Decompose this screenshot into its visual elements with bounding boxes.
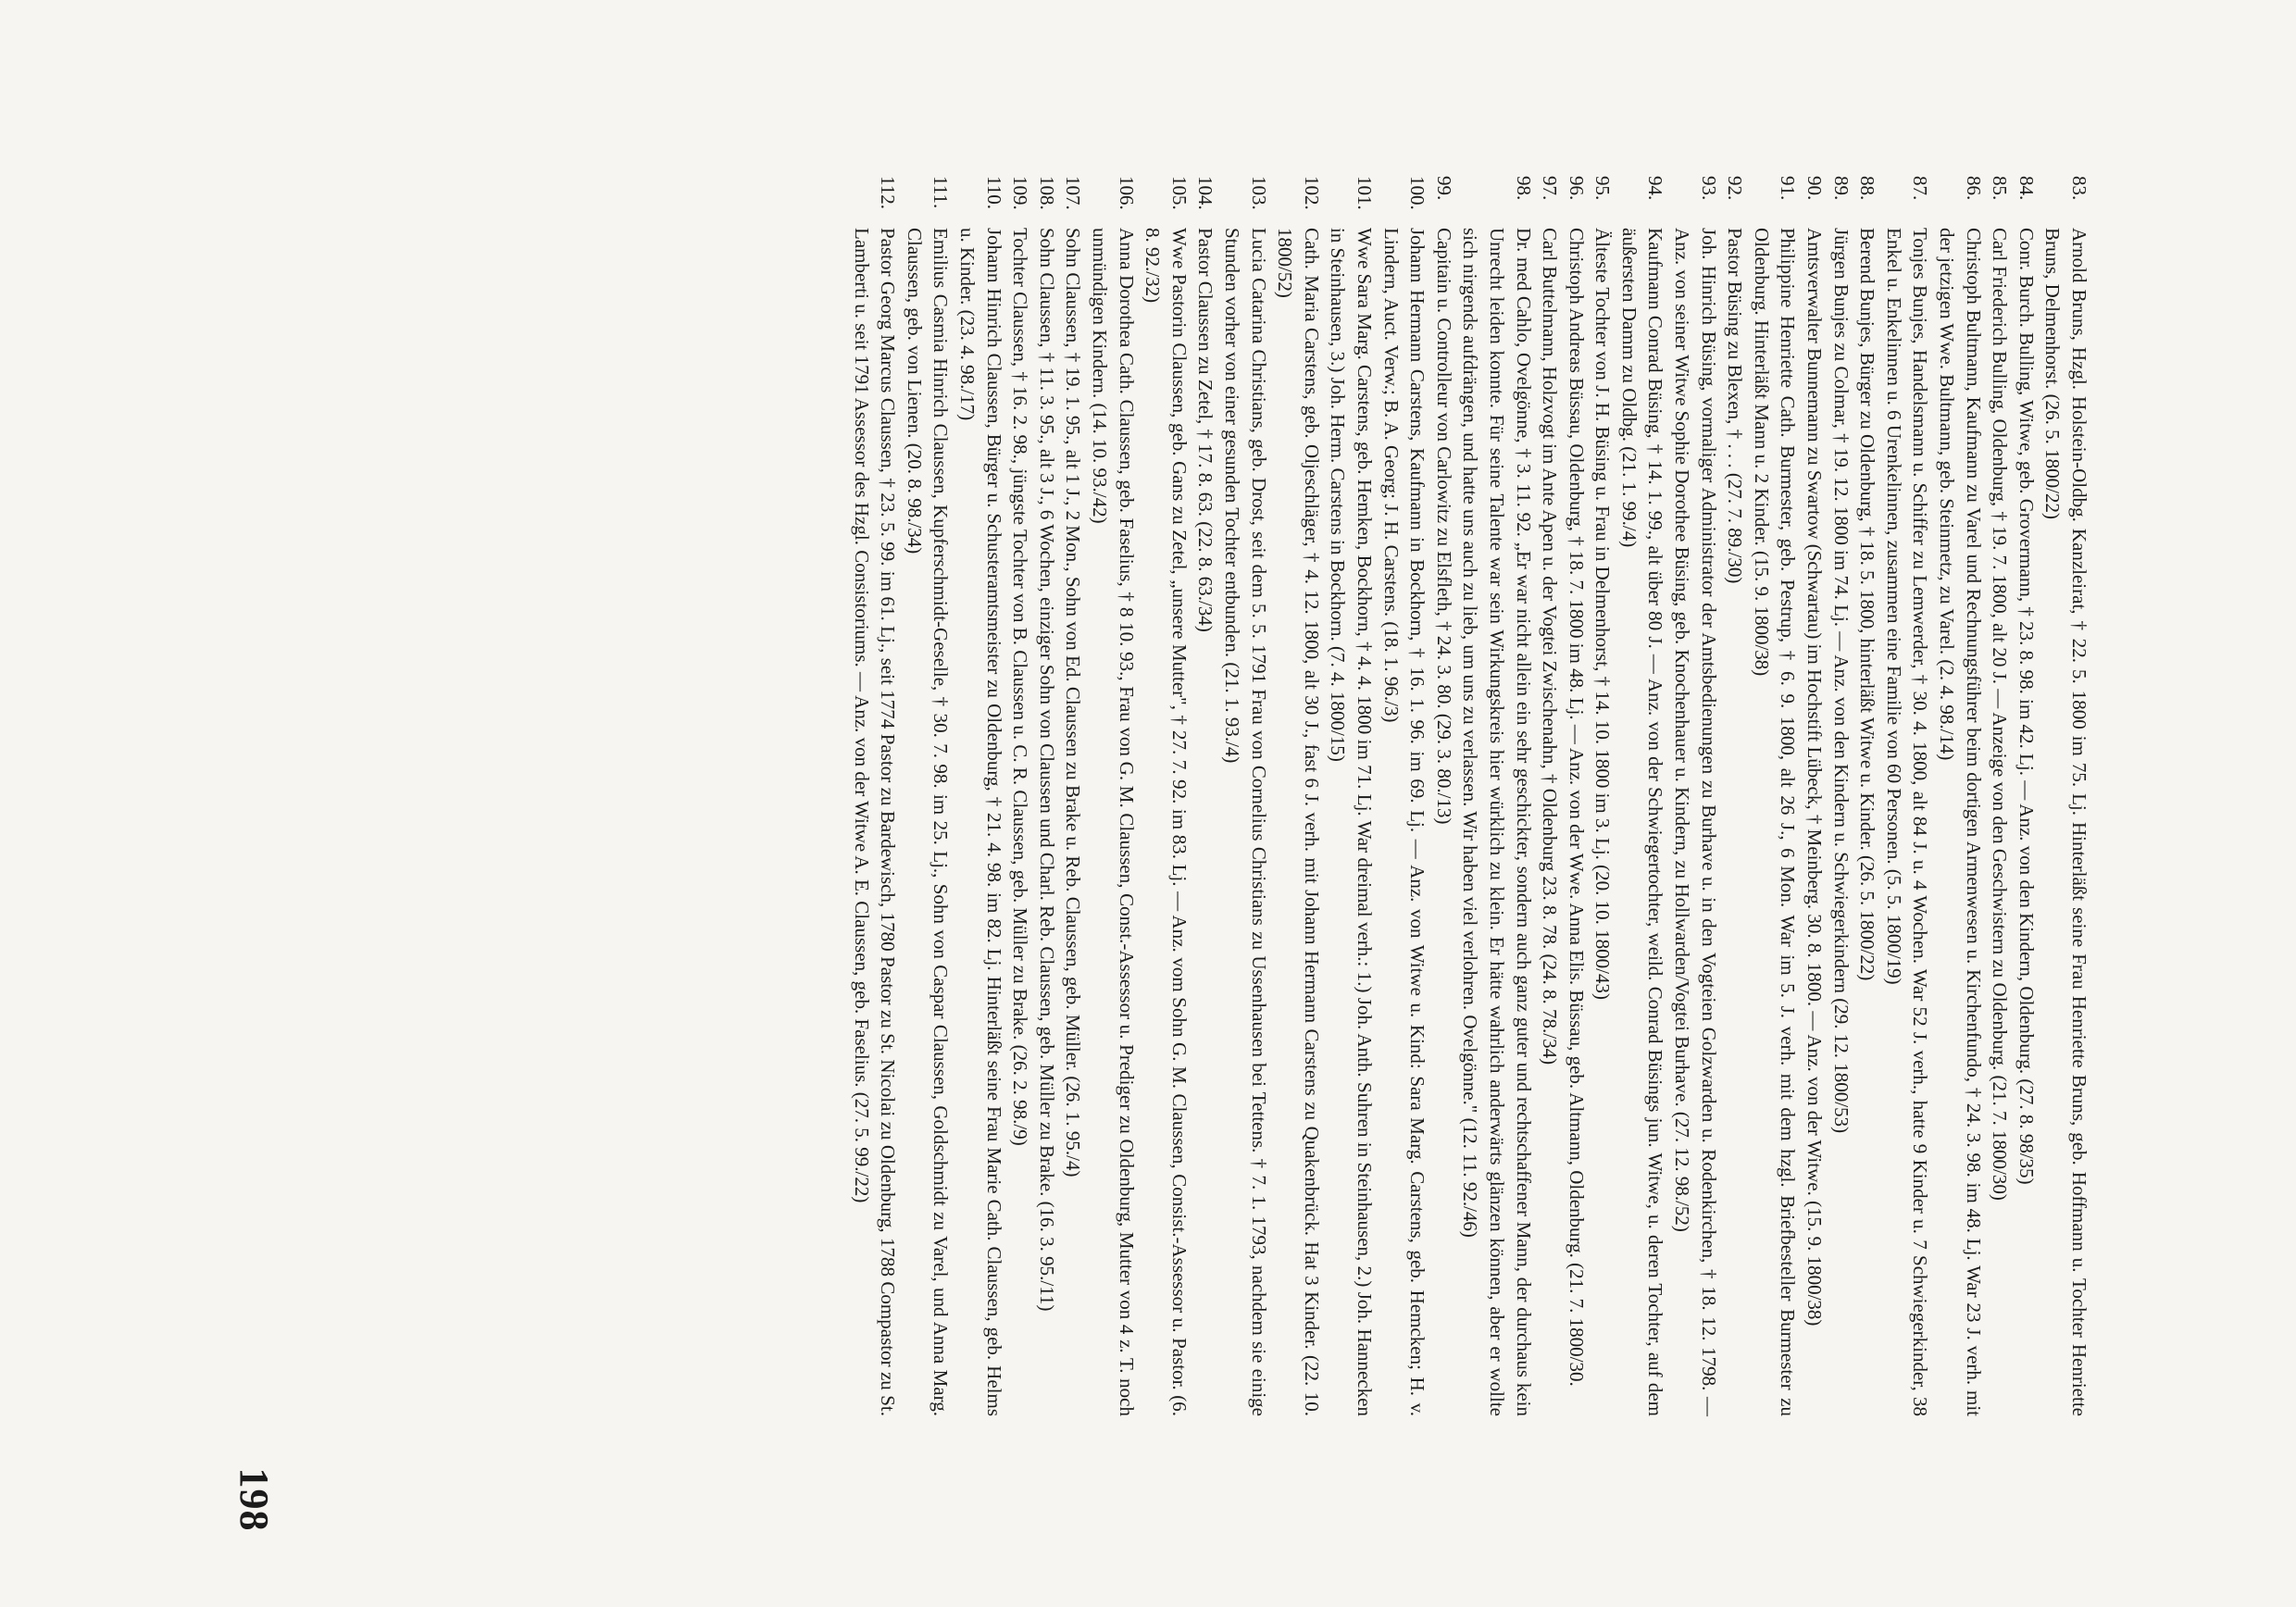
entry-text: Pastor Büsing zu Blexen, † . . . (27. 7. 89./30) xyxy=(1724,228,1747,584)
entry-number: 109. xyxy=(1009,176,1032,210)
entry-text: Älteste Tochter von J. H. Büsing u. Frau in Delmenhorst, † 14. 10. 1800 im 3. Lj. (20. 10. 1800/43) xyxy=(1591,228,1615,1000)
obituary-entry xyxy=(1722,176,1749,1416)
entry-number: 107. xyxy=(1062,176,1085,210)
obituary-entry xyxy=(1616,176,1668,1416)
entry-text: Lucia Catarina Christians, geb. Drost, seit dem 5. 5. 1791 Frau von Cornelius Christians zu Ussenhausen bei Tettens. † 7. 1. 1793, nachdem sie einige Stunden vorher von einer gesunden Tochter entbunden. (21. 1. 93./4) xyxy=(1221,228,1270,1416)
entry-number: 112. xyxy=(877,176,900,209)
entry-number: 95. xyxy=(1591,176,1615,201)
entry-number: 84. xyxy=(2015,176,2038,201)
entry-number: 106. xyxy=(1115,176,1138,210)
obituary-entry xyxy=(848,176,901,1416)
obituary-entry xyxy=(954,176,1006,1416)
entry-text: Christoph Bultmann, Kaufmann zu Varel und Rechnungsführer beim dortigen Armenwesen u. Kirchenfundo, † 24. 3. 98. im 48. Lj. War 23 J. verh. mit der jetzigen Wwe. Bultmann, geb. Steinmetz, zu Varel. (2. 4. 98./14) xyxy=(1936,228,1985,1416)
entry-number: 88. xyxy=(1856,176,1879,201)
entry-text: Christoph Andreas Büssau, Oldenburg, † 18. 7. 1800 im 48. Lj. — Anz. von der Wwe. Anna Elis. Büssau, geb. Altmann, Oldenburg. (21. 7. 1800/30. xyxy=(1565,228,1588,1387)
entry-text: Cath. Maria Carstens, geb. Oljeschläger, † 4. 12. 1800, alt 30 J., fast 6 J. verh. mit Johann Hermann Carstens zu Quakenbrück. Hat 3 Kinder. (22. 10. 1800/52) xyxy=(1274,228,1323,1416)
obituary-entry xyxy=(1669,176,1722,1416)
entry-number: 93. xyxy=(1697,176,1720,201)
entry-number: 97. xyxy=(1539,176,1562,201)
entry-text: Capitain u. Controlleur von Carlowitz zu Elsfleth, † 24. 3. 80. (29. 3. 80./13) xyxy=(1432,228,1455,825)
obituary-entry xyxy=(1854,176,1881,1416)
entry-number: 102. xyxy=(1300,176,1323,210)
entry-text: Kaufmann Conrad Büsing, † 14. 1. 99., alt über 80 J. — Anz. von der Schwiegertochter, weild. Conrad Büsings jun. Witwe, u. deren Tochter, auf dem äußersten Damm zu Oldbg. (21. 1. 99./4) xyxy=(1617,228,1667,1416)
obituary-entry xyxy=(1272,176,1325,1416)
entry-text: Carl Friederich Bulling, Oldenburg, † 19. 7. 1800, alt 20 J. — Anzeige von den Geschwistern zu Oldenburg. (21. 7. 1800/30) xyxy=(1989,228,2012,1201)
obituary-entry xyxy=(1590,176,1616,1416)
obituary-entry xyxy=(1828,176,1854,1416)
entry-number: 94. xyxy=(1644,176,1667,201)
entry-number: 104. xyxy=(1194,176,1217,210)
entry-number: 92. xyxy=(1724,176,1747,201)
obituary-entry xyxy=(1537,176,1564,1416)
entry-number: 110. xyxy=(982,176,1005,209)
obituary-entry xyxy=(901,176,954,1416)
entry-text: Wwe Sara Marg. Carstens, geb. Hemken, Bockhorn, † 4. 4. 1800 im 71. Lj. War dreimal verh.: 1.) Joh. Anth. Suhren in Steinhausen, 2.) Joh. Hannecken in Steinhausen, 3.) Joh. Herm. Carstens in Bockhorn. (7. 4. 1800/15) xyxy=(1327,228,1376,1416)
entry-text: Berend Bunjes, Bürger zu Oldenburg, † 18. 5. 1800, hinterläßt Witwe u. Kinder. (26. 5. 1800/22) xyxy=(1856,228,1879,981)
obituary-list xyxy=(848,176,2092,1416)
entry-number: 87. xyxy=(1909,176,1932,201)
entry-text: Sohn Claussen, † 19. 1. 95., alt 1 J., 2 Mon., Sohn von Ed. Claussen zu Brake u. Reb. Claussen, geb. Müller. (26. 1. 95./4) xyxy=(1062,228,1085,1177)
obituary-entry xyxy=(1192,176,1219,1416)
entry-number: 86. xyxy=(1962,176,1985,201)
obituary-entry xyxy=(1033,176,1060,1416)
page-number: 198 xyxy=(231,1467,277,1532)
obituary-entry xyxy=(1748,176,1801,1416)
entry-number: 85. xyxy=(1989,176,2012,201)
obituary-entry xyxy=(1430,176,1457,1416)
entry-text: Amtsverwalter Bunnemann zu Swartow (Schwartau) im Hochstift Lübeck, † Meinberg. 30. 8. 1800. — Anz. von der Witwe. (15. 9. 1800/38) xyxy=(1803,228,1827,1327)
entry-text: Jürgen Bunjes zu Colmar, † 19. 12. 1800 im 74. Lj. — Anz. von den Kindern u. Schwiegerkindern (29. 12. 1800/53) xyxy=(1829,228,1853,1134)
entry-text: Pastor Claussen zu Zetel, † 17. 8. 63. (22. 8. 63./34) xyxy=(1194,228,1217,632)
obituary-entry xyxy=(1933,176,1986,1416)
obituary-entry xyxy=(2040,176,2092,1416)
entry-number: 103. xyxy=(1247,176,1270,210)
entry-text: Dr. med Cahlo, Ovelgönne, † 3. 11. 92. „Er war nicht allein ein sehr geschickter, sondern auch ganz guter und rechtschaffener Mann, der durchaus kein Unrecht leiden konnte. Für seine Talente war sein Wirkungskreis hier würklich zu klein. Er hätte wahrlich anderwärts glänzen können, aber er wollte sich nirgends aufdrängen, und hatte uns auch zu lieb, um uns zu verlassen. Wir haben viel verlohren. Ovelgönne." (12. 11. 92./46) xyxy=(1459,228,1535,1416)
obituary-entry xyxy=(1563,176,1590,1416)
entry-text: Wwe Pastorin Claussen, geb. Gans zu Zetel, „unsere Mutter", † 27. 7. 92. im 83. Lj. — Anz. vom Sohn G. M. Claussen, Consist.-Assessor u. Pastor. (6. 8. 92./32) xyxy=(1142,228,1191,1416)
entry-text: Anna Dorothea Cath. Claussen, geb. Faselius, † 8 10. 93., Frau von G. M. Claussen, Const.-Assessor u. Prediger zu Oldenburg, Mutter von 4 z. T. noch unmündigen Kindern. (14. 10. 93./42) xyxy=(1089,228,1138,1416)
obituary-entry xyxy=(1086,176,1139,1416)
entry-text: Emilius Casmia Hinrich Claussen, Kupferschmidt-Geselle, † 30. 7. 98. im 25. Lj., Sohn von Caspar Claussen, Goldschmidt zu Varel, und Anna Marg. Claussen, geb. von Lienen. (20. 8. 98./34) xyxy=(903,228,953,1416)
entry-text: Tonjes Bunjes, Handelsmann u. Schiffer zu Lemwerder, † 30. 4. 1800, alt 84 J. u. 4 Wochen. War 52 J. verh., hatte 9 Kinder u. 7 Schwiegerkinder, 38 Enkel u. Enkelinnen u. 6 Urenkelinnen, zusammen eine Familie von 60 Personen. (5. 5. 1800/19) xyxy=(1882,228,1932,1416)
entry-text: Sohn Claussen, † 11. 3. 95., alt 3 J., 6 Wochen, einziger Sohn von Claussen und Charl. Reb. Claussen, geb. Müller zu Brake. (16. 3. 95./11) xyxy=(1035,228,1058,1312)
entry-number: 99. xyxy=(1432,176,1455,201)
entry-text: Tochter Claussen, † 16. 2. 98., jüngste Tochter von B. Claussen u. C. R. Claussen, geb. Müller zu Brake. (26. 2. 98./9) xyxy=(1009,228,1032,1146)
entry-number: 91. xyxy=(1777,176,1800,201)
entry-text: Johann Hinrich Claussen, Bürger u. Schusteramtsmeister zu Oldenburg, † 21. 4. 98. im 82. Lj. Hinterläßt seine Frau Marie Cath. Claussen, geb. Helms u. Kinder. (23. 4. 98./17) xyxy=(956,228,1005,1416)
entry-text: Arnold Bruns, Hzgl. Holstein-Oldbg. Kanzleirat, † 22. 5. 1800 im 75. Lj. Hinterläßt seine Frau Henriette Bruns, geb. Hoffmann u. Tochter Henriette Bruns, Delmenhorst. (26. 5. 1800/22) xyxy=(2041,228,2090,1416)
entry-text: Carl Buttelmann, Holzvogt im Ante Apen u. der Vogtei Zwischenahn, † Oldenburg 23. 8. 78. (24. 8. 78./34) xyxy=(1539,228,1562,1065)
obituary-entry xyxy=(1801,176,1828,1416)
entry-number: 89. xyxy=(1829,176,1853,201)
obituary-entry xyxy=(1987,176,2014,1416)
obituary-entry xyxy=(1325,176,1378,1416)
entry-number: 83. xyxy=(2068,176,2090,201)
entry-text: Philippine Henriette Cath. Burmester, geb. Pestrup, † 6. 9. 1800, alt 26 J., 6 Mon. War im 5. J. verh. mit dem hzgl. Briefbesteller Burmester zu Oldenburg. Hinterläßt Mann u. 2 Kinder. (15. 9. 1800/38) xyxy=(1750,228,1800,1416)
entry-text: Conr. Burch. Bulling, Witwe, geb. Grovermann, † 23. 8. 98. im 42. Lj. — Anz. von den Kindern, Oldenburg. (27. 8. 98/35) xyxy=(2015,228,2038,1185)
obituary-entry xyxy=(1140,176,1192,1416)
entry-number: 100. xyxy=(1406,176,1429,210)
entry-number: 111. xyxy=(930,176,953,209)
obituary-entry xyxy=(2013,176,2040,1416)
obituary-entry xyxy=(1218,176,1271,1416)
obituary-entry xyxy=(1007,176,1034,1416)
entry-text: Pastor Georg Marcus Claussen, † 23. 5. 99. im 61. Lj., seit 1774 Pastor zu Bardewisch, 1780 Pastor zu St. Nicolai zu Oldenburg, 1788 Compastor zu St. Lamberti u. seit 1791 Assessor des Hzgl. Consistoriums. — Anz. von der Witwe A. E. Claussen, geb. Faselius. (27. 5. 99./22) xyxy=(850,228,900,1416)
entry-number: 96. xyxy=(1565,176,1588,201)
entry-number: 101. xyxy=(1353,176,1376,210)
obituary-entry xyxy=(1880,176,1933,1416)
obituary-entry xyxy=(1378,176,1430,1416)
obituary-entry xyxy=(1457,176,1537,1416)
entry-number: 105. xyxy=(1167,176,1191,210)
entry-text: Johann Hermann Carstens, Kaufmann in Bockhorn, † 16. 1. 96. im 69. Lj. — Anz. von Witwe u. Kind: Sara Marg. Carstens, geb. Hemcken; H. v. Lindern, Auct. Verw.; B. A. Georg; J. H. Carstens. (18. 1. 96./3) xyxy=(1379,228,1429,1416)
entry-text: Joh. Hinrich Büsing, vormaliger Administrator der Amtsbedienungen zu Burhave u. in den Vogteien Golzwarden u. Rodenkirchen, † 18. 12. 1798. — Anz. von seiner Witwe Sophie Dorothee Büsing, geb. Knochenhauer u. Kindern, zu Hollwarden/Vogtei Burhave. (27. 12. 98./52) xyxy=(1671,228,1720,1416)
entry-number: 108. xyxy=(1035,176,1058,210)
entry-number: 90. xyxy=(1803,176,1827,201)
obituary-entry xyxy=(1060,176,1087,1416)
entry-number: 98. xyxy=(1512,176,1535,201)
